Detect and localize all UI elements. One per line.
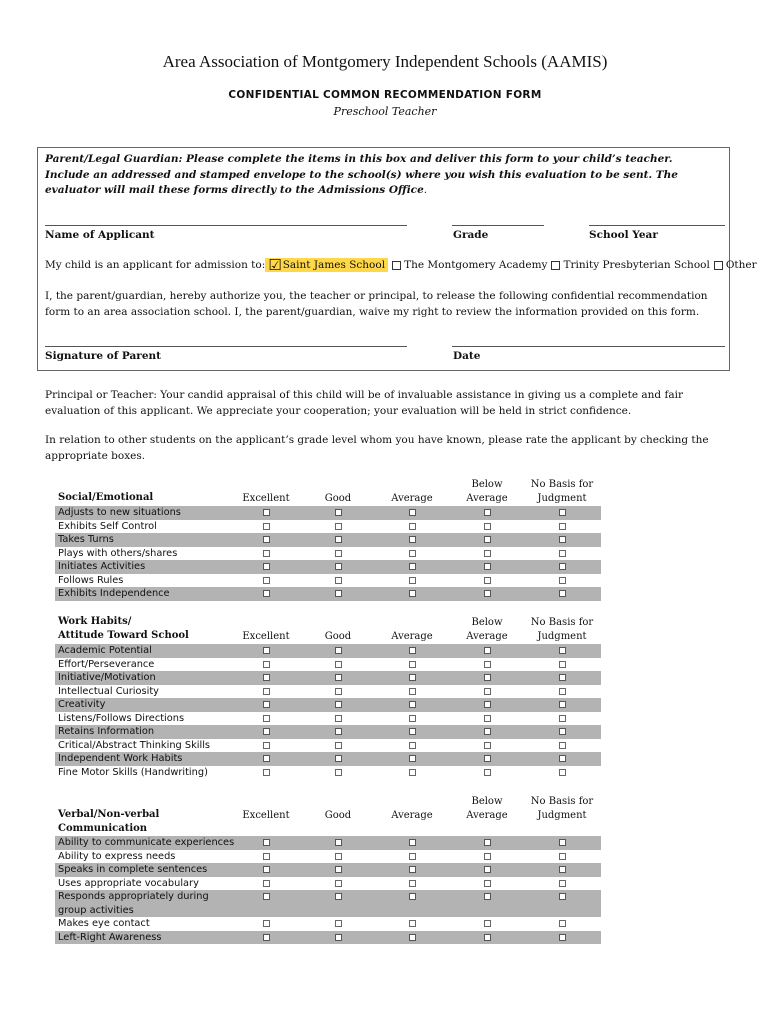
rating-checkbox-average[interactable] <box>409 536 416 543</box>
criterion-label: Responds appropriately during group activities <box>58 891 209 916</box>
criterion-label: Takes Turns <box>58 534 114 545</box>
criterion-label: Makes eye contact <box>58 918 150 929</box>
rating-checkbox-nobasis[interactable] <box>559 509 566 516</box>
rating-checkbox-good[interactable] <box>335 880 342 887</box>
rating-checkbox-below[interactable] <box>484 647 491 654</box>
criterion-label: Academic Potential <box>58 645 152 656</box>
table-row <box>55 671 601 685</box>
section-title: Work Habits/ <box>58 616 132 627</box>
rating-checkbox-good[interactable] <box>335 701 342 708</box>
form-subtitle: CONFIDENTIAL COMMON RECOMMENDATION FORM <box>228 89 542 101</box>
criterion-label: Initiative/Motivation <box>58 672 156 683</box>
rating-checkbox-average[interactable] <box>409 839 416 846</box>
rating-checkbox-nobasis[interactable] <box>559 661 566 668</box>
rating-checkbox-average[interactable] <box>409 934 416 941</box>
column-header-average: Average <box>391 493 433 504</box>
rating-checkbox-good[interactable] <box>335 715 342 722</box>
table-row <box>55 712 601 726</box>
rating-checkbox-below[interactable] <box>484 880 491 887</box>
school-option-saint-james[interactable]: ☑ Saint James School <box>265 258 388 272</box>
table-row <box>55 644 601 658</box>
column-header-nobasis_2: Judgment <box>537 493 587 504</box>
school-option-montgomery-academy: The Montgomery Academy <box>404 259 548 271</box>
rating-checkbox-nobasis[interactable] <box>559 839 566 846</box>
rating-checkbox-average[interactable] <box>409 742 416 749</box>
criterion-label: Exhibits Self Control <box>58 520 157 532</box>
authorization-text: I, the parent/guardian, hereby authorize you, the teacher or principal, to release the following confidential recommendation form to an area association school. I, the parent/guardian, waive my right to review the information provided on this form. <box>45 290 708 318</box>
criterion-label: Plays with others/shares <box>58 547 178 559</box>
rating-checkbox-below[interactable] <box>484 563 491 570</box>
rating-checkbox-below[interactable] <box>484 920 491 927</box>
rating-checkbox-nobasis[interactable] <box>559 550 566 557</box>
rating-checkbox-good[interactable] <box>335 563 342 570</box>
rating-checkbox-excellent[interactable] <box>263 647 270 654</box>
rating-checkbox-good[interactable] <box>335 742 342 749</box>
rating-checkbox-excellent[interactable] <box>263 742 270 749</box>
rating-checkbox-excellent[interactable] <box>263 674 270 681</box>
rating-checkbox-nobasis[interactable] <box>559 701 566 708</box>
school-year-label: School Year <box>589 229 658 241</box>
rating-checkbox-average[interactable] <box>409 688 416 695</box>
table-row <box>55 698 601 712</box>
date-label: Date <box>453 350 481 362</box>
rating-checkbox-average[interactable] <box>409 509 416 516</box>
school-option-trinity-presbyterian: Trinity Presbyterian School <box>563 259 710 271</box>
rating-checkbox-excellent[interactable] <box>263 590 270 597</box>
rating-checkbox-good[interactable] <box>335 728 342 735</box>
rating-checkbox-excellent[interactable] <box>263 769 270 776</box>
rating-checkbox-below[interactable] <box>484 866 491 873</box>
rating-checkbox-excellent[interactable] <box>263 536 270 543</box>
teacher-intro: Principal or Teacher: Your candid appraisal of this child will be of invaluable assistance in giving us a complete and fair evaluation of this applicant. We appreciate your cooperation; your evaluation will be held in strict confidence. <box>45 389 683 417</box>
rating-checkbox-good[interactable] <box>335 509 342 516</box>
form-title: Area Association of Montgomery Independent Schools (AAMIS) <box>162 52 608 71</box>
table-row <box>55 685 601 699</box>
rating-checkbox-below[interactable] <box>484 536 491 543</box>
grade-label: Grade <box>453 229 489 241</box>
criterion-label: Ability to communicate experiences <box>58 837 235 848</box>
criterion-label: Creativity <box>58 699 106 710</box>
checkbox-trinity-presbyterian[interactable] <box>551 261 560 270</box>
rating-checkbox-below[interactable] <box>484 701 491 708</box>
criterion-label: Initiates Activities <box>58 561 146 572</box>
rating-checkbox-below[interactable] <box>484 728 491 735</box>
column-header-below_2: Average <box>466 493 508 504</box>
rating-checkbox-good[interactable] <box>335 893 342 900</box>
rating-checkbox-good[interactable] <box>335 550 342 557</box>
name-of-applicant-label: Name of Applicant <box>45 229 155 241</box>
rating-checkbox-below[interactable] <box>484 755 491 762</box>
rating-checkbox-average[interactable] <box>409 728 416 735</box>
rating-checkbox-excellent[interactable] <box>263 934 270 941</box>
rating-checkbox-average[interactable] <box>409 701 416 708</box>
column-header-below_1: Below <box>471 479 503 490</box>
rating-checkbox-below[interactable] <box>484 590 491 597</box>
rating-checkbox-good[interactable] <box>335 839 342 846</box>
rating-checkbox-nobasis[interactable] <box>559 577 566 584</box>
column-header-nobasis_1: No Basis for <box>530 796 594 807</box>
signature-field[interactable] <box>45 346 407 347</box>
criterion-label: Critical/Abstract Thinking Skills <box>58 739 211 751</box>
date-field[interactable] <box>452 346 725 347</box>
rating-checkbox-good[interactable] <box>335 920 342 927</box>
rating-checkbox-good[interactable] <box>335 688 342 695</box>
rating-checkbox-good[interactable] <box>335 661 342 668</box>
applicant-name-field[interactable] <box>45 225 407 226</box>
rating-checkbox-nobasis[interactable] <box>559 920 566 927</box>
grade-field[interactable] <box>452 225 544 226</box>
rating-checkbox-nobasis[interactable] <box>559 536 566 543</box>
rating-checkbox-good[interactable] <box>335 866 342 873</box>
rating-checkbox-below[interactable] <box>484 688 491 695</box>
rating-checkbox-good[interactable] <box>335 536 342 543</box>
rating-checkbox-excellent[interactable] <box>263 866 270 873</box>
guardian-instructions: Parent/Legal Guardian: Please complete the items in this box and deliver this form to your child’s teacher. Include an addressed and stamped envelope to the school(s) where you wish this evaluation to be sent. The evaluator will mail these forms directly to the Admissions Office. <box>45 153 678 196</box>
rating-checkbox-excellent[interactable] <box>263 701 270 708</box>
rating-checkbox-good[interactable] <box>335 755 342 762</box>
rating-checkbox-nobasis[interactable] <box>559 893 566 900</box>
column-header-below_2: Average <box>466 810 508 821</box>
table-row <box>55 506 601 520</box>
rating-checkbox-below[interactable] <box>484 550 491 557</box>
rating-checkbox-excellent[interactable] <box>263 839 270 846</box>
checkmark-icon: ☑ <box>268 256 282 274</box>
section-title-line2: Attitude Toward School <box>58 630 189 641</box>
rating-checkbox-excellent[interactable] <box>263 688 270 695</box>
rating-checkbox-nobasis[interactable] <box>559 715 566 722</box>
table-row <box>55 877 601 891</box>
column-header-excellent: Excellent <box>242 493 290 504</box>
rating-checkbox-average[interactable] <box>409 893 416 900</box>
rating-checkbox-average[interactable] <box>409 563 416 570</box>
rating-checkbox-good[interactable] <box>335 674 342 681</box>
table-row <box>55 547 601 561</box>
checkbox-montgomery-academy[interactable] <box>392 261 401 270</box>
table-row <box>55 533 601 547</box>
rating-checkbox-excellent[interactable] <box>263 661 270 668</box>
column-header-average: Average <box>391 810 433 821</box>
criterion-label: Ability to express needs <box>58 850 176 862</box>
criterion-label: Effort/Perseverance <box>58 658 155 670</box>
school-option-other: Other <box>725 259 757 271</box>
rating-checkbox-average[interactable] <box>409 769 416 776</box>
criterion-label: Fine Motor Skills (Handwriting) <box>58 766 208 778</box>
form-type: Preschool Teacher <box>333 105 437 118</box>
table-row <box>55 658 601 672</box>
rating-checkbox-nobasis[interactable] <box>559 647 566 654</box>
rating-checkbox-below[interactable] <box>484 661 491 668</box>
rating-checkbox-nobasis[interactable] <box>559 769 566 776</box>
table-row <box>55 587 601 601</box>
rating-checkbox-excellent[interactable] <box>263 880 270 887</box>
rating-checkbox-average[interactable] <box>409 577 416 584</box>
rating-checkbox-excellent[interactable] <box>263 920 270 927</box>
rating-checkbox-good[interactable] <box>335 523 342 530</box>
section-title: Verbal/Non-verbal <box>58 809 160 820</box>
rating-checkbox-below[interactable] <box>484 839 491 846</box>
rating-checkbox-nobasis[interactable] <box>559 866 566 873</box>
table-row <box>55 890 601 917</box>
rating-checkbox-average[interactable] <box>409 523 416 530</box>
criterion-label: Retains Information <box>58 726 155 737</box>
criterion-label: Follows Rules <box>58 574 124 586</box>
rating-checkbox-average[interactable] <box>409 880 416 887</box>
table-row <box>55 863 601 877</box>
rating-checkbox-excellent[interactable] <box>263 563 270 570</box>
rating-checkbox-good[interactable] <box>335 853 342 860</box>
rating-checkbox-excellent[interactable] <box>263 577 270 584</box>
table-row <box>55 836 601 850</box>
rating-checkbox-average[interactable] <box>409 647 416 654</box>
rating-checkbox-average[interactable] <box>409 866 416 873</box>
criterion-label: Listens/Follows Directions <box>58 712 185 724</box>
rating-checkbox-average[interactable] <box>409 550 416 557</box>
rating-checkbox-average[interactable] <box>409 590 416 597</box>
table-row <box>55 931 601 945</box>
criterion-label: Independent Work Habits <box>58 753 183 764</box>
criterion-label: Speaks in complete sentences <box>58 864 208 875</box>
rating-checkbox-below[interactable] <box>484 674 491 681</box>
rating-checkbox-below[interactable] <box>484 509 491 516</box>
rating-checkbox-below[interactable] <box>484 742 491 749</box>
rating-checkbox-good[interactable] <box>335 769 342 776</box>
table-row <box>55 725 601 739</box>
checkbox-other[interactable] <box>714 261 723 270</box>
rating-checkbox-nobasis[interactable] <box>559 728 566 735</box>
column-header-nobasis_2: Judgment <box>537 631 587 642</box>
rating-checkbox-nobasis[interactable] <box>559 563 566 570</box>
criterion-label: Exhibits Independence <box>58 588 170 599</box>
rating-checkbox-nobasis[interactable] <box>559 742 566 749</box>
rating-checkbox-excellent[interactable] <box>263 715 270 722</box>
rating-checkbox-good[interactable] <box>335 577 342 584</box>
rating-checkbox-below[interactable] <box>484 715 491 722</box>
rating-checkbox-good[interactable] <box>335 934 342 941</box>
rating-checkbox-average[interactable] <box>409 661 416 668</box>
table-row <box>55 850 601 864</box>
column-header-good: Good <box>324 810 352 821</box>
column-header-excellent: Excellent <box>242 631 290 642</box>
table-row <box>55 752 601 766</box>
rating-checkbox-nobasis[interactable] <box>559 755 566 762</box>
rating-checkbox-excellent[interactable] <box>263 853 270 860</box>
school-selection <box>45 258 757 272</box>
column-header-nobasis_2: Judgment <box>537 810 587 821</box>
column-header-good: Good <box>324 493 352 504</box>
signature-label: Signature of Parent <box>45 350 161 362</box>
rating-checkbox-nobasis[interactable] <box>559 590 566 597</box>
rating-checkbox-nobasis[interactable] <box>559 853 566 860</box>
rating-checkbox-nobasis[interactable] <box>559 934 566 941</box>
rating-checkbox-nobasis[interactable] <box>559 688 566 695</box>
rating-checkbox-good[interactable] <box>335 590 342 597</box>
table-row <box>55 574 601 588</box>
column-header-nobasis_1: No Basis for <box>530 479 594 490</box>
criterion-label: Uses appropriate vocabulary <box>58 877 199 889</box>
rating-instructions: In relation to other students on the applicant’s grade level whom you have known, please rate the applicant by checking the appropriate boxes. <box>45 434 709 462</box>
school-year-field[interactable] <box>589 225 725 226</box>
rating-checkbox-nobasis[interactable] <box>559 674 566 681</box>
rating-checkbox-below[interactable] <box>484 577 491 584</box>
rating-checkbox-excellent[interactable] <box>263 509 270 516</box>
rating-checkbox-average[interactable] <box>409 715 416 722</box>
table-row <box>55 917 601 931</box>
section-title-line2: Communication <box>58 823 148 834</box>
column-header-below_2: Average <box>466 631 508 642</box>
column-header-good: Good <box>324 631 352 642</box>
column-header-excellent: Excellent <box>242 810 290 821</box>
rating-checkbox-nobasis[interactable] <box>559 523 566 530</box>
table-row <box>55 766 601 780</box>
rating-checkbox-below[interactable] <box>484 934 491 941</box>
rating-checkbox-nobasis[interactable] <box>559 880 566 887</box>
rating-checkbox-excellent[interactable] <box>263 523 270 530</box>
table-row <box>55 520 601 534</box>
criterion-label: Left-Right Awareness <box>58 931 162 943</box>
column-header-nobasis_1: No Basis for <box>530 617 594 628</box>
column-header-below_1: Below <box>471 617 503 628</box>
rating-checkbox-good[interactable] <box>335 647 342 654</box>
rating-checkbox-below[interactable] <box>484 769 491 776</box>
rating-checkbox-below[interactable] <box>484 893 491 900</box>
rating-checkbox-average[interactable] <box>409 755 416 762</box>
rating-checkbox-excellent[interactable] <box>263 755 270 762</box>
rating-checkbox-excellent[interactable] <box>263 893 270 900</box>
criterion-label: Adjusts to new situations <box>58 507 181 518</box>
rating-checkbox-below[interactable] <box>484 523 491 530</box>
table-row <box>55 739 601 753</box>
column-header-below_1: Below <box>471 796 503 807</box>
criterion-label: Intellectual Curiosity <box>58 685 159 697</box>
rating-checkbox-excellent[interactable] <box>263 550 270 557</box>
rating-checkbox-excellent[interactable] <box>263 728 270 735</box>
rating-checkbox-average[interactable] <box>409 853 416 860</box>
rating-checkbox-below[interactable] <box>484 853 491 860</box>
applicant-prefix: My child is an applicant for admission to: <box>45 259 266 271</box>
section-title: Social/Emotional <box>58 492 154 503</box>
rating-checkbox-average[interactable] <box>409 920 416 927</box>
column-header-average: Average <box>391 631 433 642</box>
table-row <box>55 560 601 574</box>
rating-checkbox-average[interactable] <box>409 674 416 681</box>
